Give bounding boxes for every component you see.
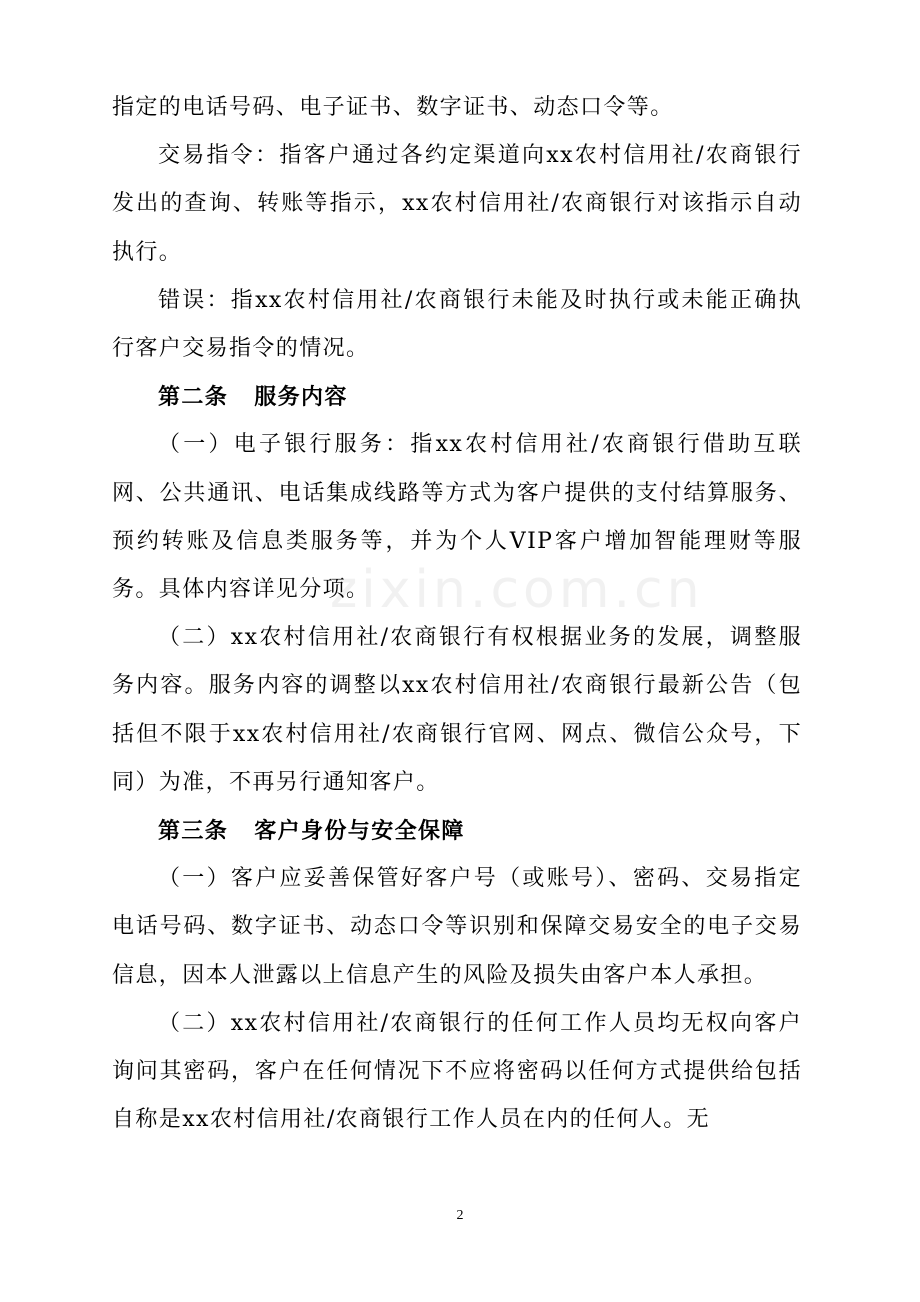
heading-article-2	[112, 373, 802, 421]
article-3-number: 第三条	[158, 818, 229, 845]
heading-article-3	[112, 807, 802, 855]
watermark: zixin.com.cn	[330, 560, 704, 620]
paragraph-password-policy: （二）xx农村信用社/农商银行的任何工作人员均无权向客户询问其密码，客户在任何情况下不应将密码以任何方式提供给包括自称是xx农村信用社/农商银行工作人员在内的任何人。无	[112, 1010, 802, 1133]
article-3-title: 客户身份与安全保障	[254, 818, 465, 845]
page-number: 2	[456, 1208, 464, 1223]
paragraph-continuation: 指定的电话号码、电子证书、数字证书、动态口令等。	[112, 95, 674, 120]
paragraph-e-banking-service: （一）电子银行服务：指xx农村信用社/农商银行借助互联网、公共通讯、电话集成线路等方式为客户提供的支付结算服务、预约转账及信息类服务等，并为个人VIP客户增加智能理财等服务。具体内容详见分项。	[112, 432, 802, 603]
paragraph-error-definition: 错误：指xx农村信用社/农商银行未能及时执行或未能正确执行客户交易指令的情况。	[112, 287, 802, 362]
paragraph-customer-safekeeping: （一）客户应妥善保管好客户号（或账号）、密码、交易指定电话号码、数字证书、动态口令等识别和保障交易安全的电子交易信息，因本人泄露以上信息产生的风险及损失由客户本人承担。	[112, 866, 802, 988]
article-2-number: 第二条	[158, 384, 229, 411]
article-2-title: 服务内容	[254, 384, 348, 411]
document-body	[112, 84, 802, 1144]
paragraph-transaction-instruction: 交易指令：指客户通过各约定渠道向xx农村信用社/农商银行发出的查询、转账等指示，xx农村信用社/农商银行对该指示自动执行。	[112, 143, 802, 265]
paragraph-service-adjustment: （二）xx农村信用社/农商银行有权根据业务的发展，调整服务内容。服务内容的调整以xx农村信用社/农商银行最新公告（包括但不限于xx农村信用社/农商银行官网、网点、微信公众号，下同）为准，不再另行通知客户。	[112, 625, 802, 795]
